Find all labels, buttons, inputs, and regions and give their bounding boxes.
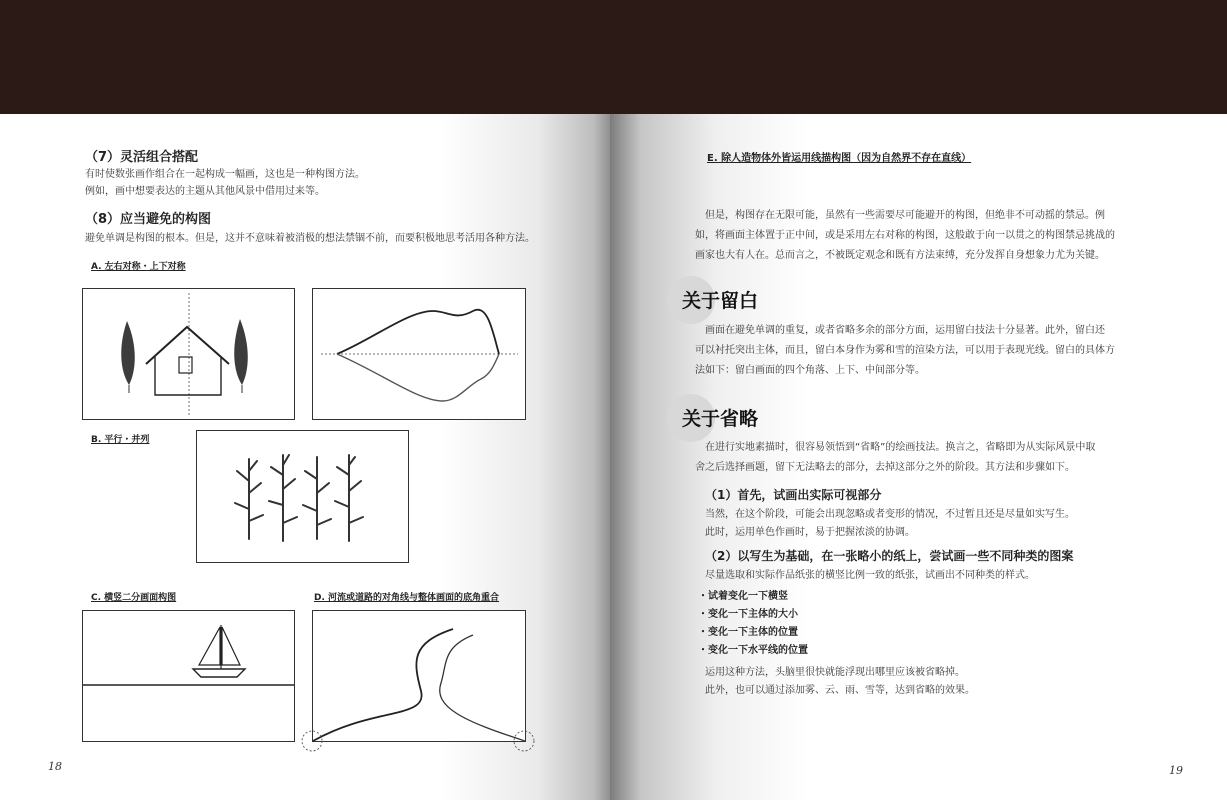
bullet-item: ・变化一下水平线的位置 [698, 645, 808, 656]
figure-c-label: C. 横竖二分画面构图 [91, 593, 177, 603]
shenglue-line-1: 在进行实地素描时，很容易领悟到“省略”的绘画技法。换言之，省略即为从实际风景中取 [705, 442, 1096, 453]
step-1-line-2: 此时，运用单色作画时，易于把握浓淡的协调。 [705, 527, 915, 538]
section-7-line-1: 有时使数张画作组合在一起构成一幅画，这也是一种构图方法。 [85, 169, 365, 180]
e-heading: E. 除人造物体外皆运用线描构图（因为自然界不存在直线） [707, 153, 972, 164]
intro-line-1: 但是，构图存在无限可能，虽然有一些需要尽可能避开的构图，但绝非不可动摇的禁忌。例 [705, 210, 1105, 221]
figure-symmetric-reflection [312, 288, 526, 420]
section-8-line-1: 避免单调是构图的根本。但是，这并不意味着被消极的想法禁锢不前，而要积极地思考活用各种方法。 [85, 233, 535, 244]
house-drawing [83, 289, 294, 419]
corner-marker-circles [300, 728, 536, 754]
section-7-line-2: 例如，画中想要表达的主题从其他风景中借用过来等。 [85, 186, 325, 197]
section-8-title: （8）应当避免的构图 [85, 212, 212, 227]
bullet-item: ・试着变化一下横竖 [698, 591, 788, 602]
step-2-line-1: 尽量选取和实际作品纸张的横竖比例一致的纸张，试画出不同种类的样式。 [705, 570, 1035, 581]
shenglue-title: 关于省略 [682, 408, 759, 430]
liubai-line-2: 可以衬托突出主体，而且，留白本身作为雾和雪的渲染方法，可以用于表现光线。留白的具体方 [695, 345, 1115, 356]
trees-drawing [197, 431, 408, 562]
figure-parallel-trees [196, 430, 409, 563]
figure-d-label: D. 河流或道路的对角线与整体画面的底角重合 [314, 593, 500, 603]
dark-background-band [0, 0, 1227, 118]
intro-line-3: 画家也大有人在。总而言之，不被既定观念和既有方法束缚，充分发挥自身想象力尤为关键。 [695, 250, 1105, 261]
closing-line-2: 此外，也可以通过添加雾、云、雨、雪等，达到省略的效果。 [705, 685, 975, 696]
left-page [0, 114, 612, 800]
figure-symmetric-house [82, 288, 295, 420]
river-drawing [313, 611, 525, 741]
step-2-title: （2）以写生为基础，在一张略小的纸上，尝试画一些不同种类的图案 [705, 549, 1074, 563]
reflection-drawing [313, 289, 525, 419]
bullet-item: ・变化一下主体的位置 [698, 627, 798, 638]
boat-drawing [83, 611, 294, 741]
liubai-title: 关于留白 [682, 290, 759, 312]
step-1-title: （1）首先，试画出实际可视部分 [705, 488, 882, 502]
bullet-item: ・变化一下主体的大小 [698, 609, 798, 620]
figure-diagonal-river [312, 610, 526, 742]
figure-a-label: A. 左右对称・上下对称 [91, 262, 186, 272]
right-page [610, 114, 1227, 800]
liubai-line-1: 画面在避免单调的重复，或者省略多余的部分方面，运用留白技法十分显著。此外，留白还 [705, 325, 1105, 336]
figure-horizontal-split [82, 610, 295, 742]
right-page-number: 19 [1169, 764, 1183, 777]
section-7-title: （7）灵活组合搭配 [85, 150, 199, 165]
intro-line-2: 如，将画面主体置于正中间，或是采用左右对称的构图，这般敢于向一以贯之的构图禁忌挑战的 [695, 230, 1115, 241]
shenglue-line-2: 舍之后选择画题，留下无法略去的部分，去掉这部分之外的阶段。其方法和步骤如下。 [695, 462, 1075, 473]
figure-b-label: B. 平行・并列 [91, 435, 150, 445]
liubai-line-3: 法如下：留白画面的四个角落、上下、中间部分等。 [695, 365, 925, 376]
step-1-line-1: 当然，在这个阶段，可能会出现忽略或者变形的情况，不过暂且还是尽量如实写生。 [705, 509, 1075, 520]
closing-line-1: 运用这种方法，头脑里很快就能浮现出哪里应该被省略掉。 [705, 667, 965, 678]
left-page-number: 18 [48, 760, 62, 773]
